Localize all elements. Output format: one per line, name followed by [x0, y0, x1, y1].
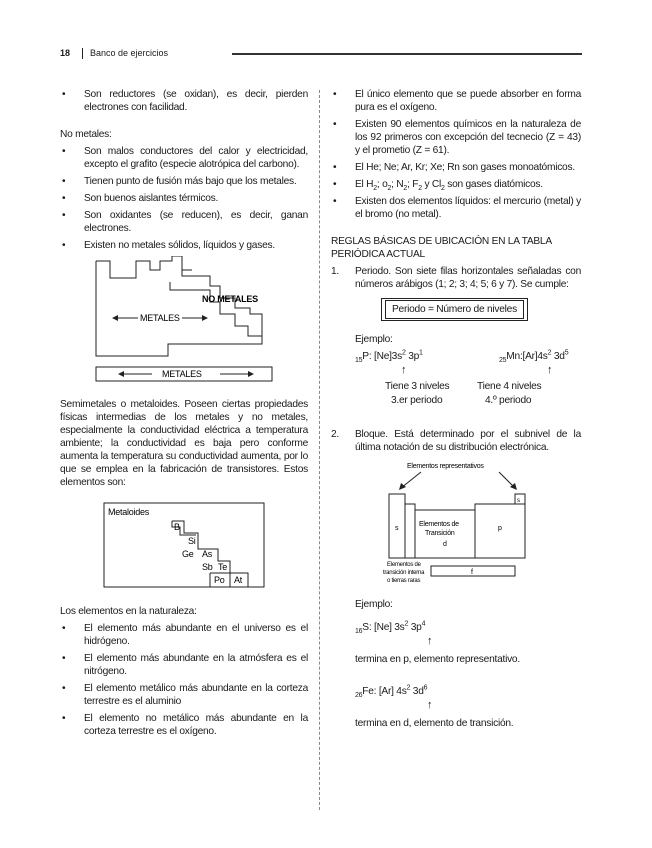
naturaleza-list	[60, 622, 308, 738]
right-item: • El único elemento que se puede absorber en forma pura es el oxígeno.	[331, 88, 581, 114]
element-Sb: Sb	[202, 562, 213, 572]
page-number: 18	[60, 48, 71, 58]
blocks-diagram	[331, 460, 581, 588]
periodo-rule	[331, 265, 581, 291]
phosphorus-note1: Tiene 3 niveles	[385, 381, 450, 392]
column-divider	[319, 90, 320, 810]
nometales-item: • Son oxidantes (se reducen), es decir, ganan electrones.	[60, 209, 308, 235]
periodo-formula: Periodo = Número de niveles	[385, 300, 524, 319]
example-manganese: $_{25}Mn:[Ar]4s^2$ $3d^5$	[499, 349, 569, 365]
element-Si: Si	[188, 536, 196, 546]
arrow-up-icon: ↑	[427, 635, 433, 647]
element-Te: Te	[218, 562, 228, 572]
block-s-small-label: s	[517, 498, 520, 504]
left-column	[60, 88, 308, 742]
manganese-note1: Tiene 4 niveles	[477, 381, 542, 392]
naturaleza-item: • El elemento más abundante en el universo es el hidrógeno.	[60, 622, 308, 648]
inner-transition-line2: transición interna	[383, 570, 425, 576]
periodo-formula-box	[381, 298, 528, 321]
example-sulfur: $_{16}$S: [Ne] $3s^2$ $3p^4$	[355, 620, 426, 636]
reglas-heading: REGLAS BÁSICAS DE UBICACIÓN EN LA TABLA PERIÓDICA ACTUAL	[331, 236, 552, 260]
right-column	[331, 88, 581, 749]
nometales-item: • Son malos conductores del calor y electricidad, excepto el grafito (especie alotrópica del carbono).	[60, 145, 308, 171]
ejemplo1-label: Ejemplo:	[355, 334, 393, 345]
periodo-text: Periodo. Son siete filas horizontales señaladas con números arábigos (1; 2; 3; 4; 5; 6 y 7). Se cumple:	[355, 266, 581, 290]
periodo-number: 1.	[331, 266, 339, 277]
naturaleza-item: • El elemento metálico más abundante en la corteza terrestre es el aluminio	[60, 682, 308, 708]
header-rule	[232, 53, 582, 55]
block-f-label: f	[471, 569, 473, 576]
block-p-label: p	[498, 525, 502, 532]
block-d-label: d	[443, 541, 447, 548]
ejemplo2-block	[331, 619, 581, 749]
nometales-item: • Tienen punto de fusión más bajo que los metales.	[60, 175, 308, 188]
element-Ge: Ge	[182, 549, 194, 559]
arrow-up-icon: ↑	[427, 699, 433, 711]
iron-caption: termina en d, elemento de transición.	[355, 718, 514, 729]
metales-label: METALES	[140, 313, 180, 323]
representative-label: Elementos representativos	[407, 463, 484, 470]
inner-transition-line1: Elementos de	[387, 562, 421, 568]
header-separator	[82, 48, 83, 59]
book-title: Banco de ejercicios	[90, 48, 169, 58]
periodic-table-metals-diagram	[60, 256, 308, 386]
sulfur-caption: termina en p, elemento representativo.	[355, 654, 520, 665]
intro-bullet: • Son reductores (se oxidan), es decir, pierden electrones con facilidad.	[60, 88, 308, 114]
bloque-rule	[331, 428, 581, 454]
nometales-list	[60, 145, 308, 252]
manganese-note2: 4.º periodo	[485, 395, 532, 406]
naturaleza-item: • El elemento más abundante en la atmósfera es el nitrógeno.	[60, 652, 308, 678]
metales-bar-label: METALES	[162, 369, 202, 379]
element-Po: Po	[214, 575, 225, 585]
right-item: • El He; Ne; Ar, Kr; Xe; Rn son gases monoatómicos.	[331, 161, 581, 174]
nometales-item: • Son buenos aislantes térmicos.	[60, 192, 308, 205]
semimetales-paragraph: Semimetales o metaloides. Poseen ciertas propiedades físicas intermedias de los metales y no metales, especialmente la conductividad eléctrica a temperatura ambiente; la conductividad es baja pero conforme aumenta la temperatura su conductividad aumenta, por lo que se emplea en la fabricación de transistores. Estos elementos son:	[60, 399, 308, 488]
metaloides-diagram	[60, 499, 308, 591]
example-phosphorus: $_{15}$P: $[Ne]3s^2$ $3p^1$	[355, 349, 423, 365]
bloque-text: Bloque. Está determinado por el subnivel de la última notación de su distribución electrónica.	[355, 429, 581, 453]
right-item: • Existen 90 elementos químicos en la naturaleza de los 92 primeros con excepción del tecnecio (Z = 43) y el prometio (Z = 61).	[331, 118, 581, 157]
element-As: As	[202, 549, 213, 559]
right-list	[331, 88, 581, 221]
no-metales-label: NO METALES	[202, 294, 258, 304]
element-B: B	[174, 522, 180, 532]
arrow-up-icon: ↑	[401, 364, 407, 376]
inner-transition-line3: o tierras raras	[387, 578, 421, 584]
block-s-label: s	[395, 525, 399, 532]
metaloides-title: Metaloides	[108, 507, 150, 517]
nometales-heading: No metales:	[60, 129, 112, 140]
naturaleza-heading: Los elementos en la naturaleza:	[60, 606, 197, 617]
right-item: • Existen dos elementos líquidos: el mercurio (metal) y el bromo (no metal).	[331, 195, 581, 221]
diatomic-item: • El $H_2$; $o_2$; $N_2$; $F_2$ y $Cl_2$ son gases diatómicos.	[331, 178, 581, 191]
nometales-item: • Existen no metales sólidos, líquidos y gases.	[60, 239, 308, 252]
bloque-number: 2.	[331, 429, 339, 440]
transition-line1: Elementos de	[419, 521, 459, 528]
intro-list	[60, 88, 308, 114]
example-iron: $_{26}$Fe: [Ar] $4s^2$ $3d^6$	[355, 684, 428, 700]
phosphorus-note2: 3.er periodo	[391, 395, 443, 406]
arrow-up-icon: ↑	[547, 364, 553, 376]
ejemplo2-label: Ejemplo:	[355, 599, 393, 610]
element-At: At	[234, 575, 243, 585]
page-header	[60, 48, 582, 62]
naturaleza-item: • El elemento no metálico más abundante en la corteza terrestre es el oxígeno.	[60, 712, 308, 738]
transition-line2: Transición	[425, 530, 455, 537]
ejemplo1-block	[331, 350, 581, 420]
